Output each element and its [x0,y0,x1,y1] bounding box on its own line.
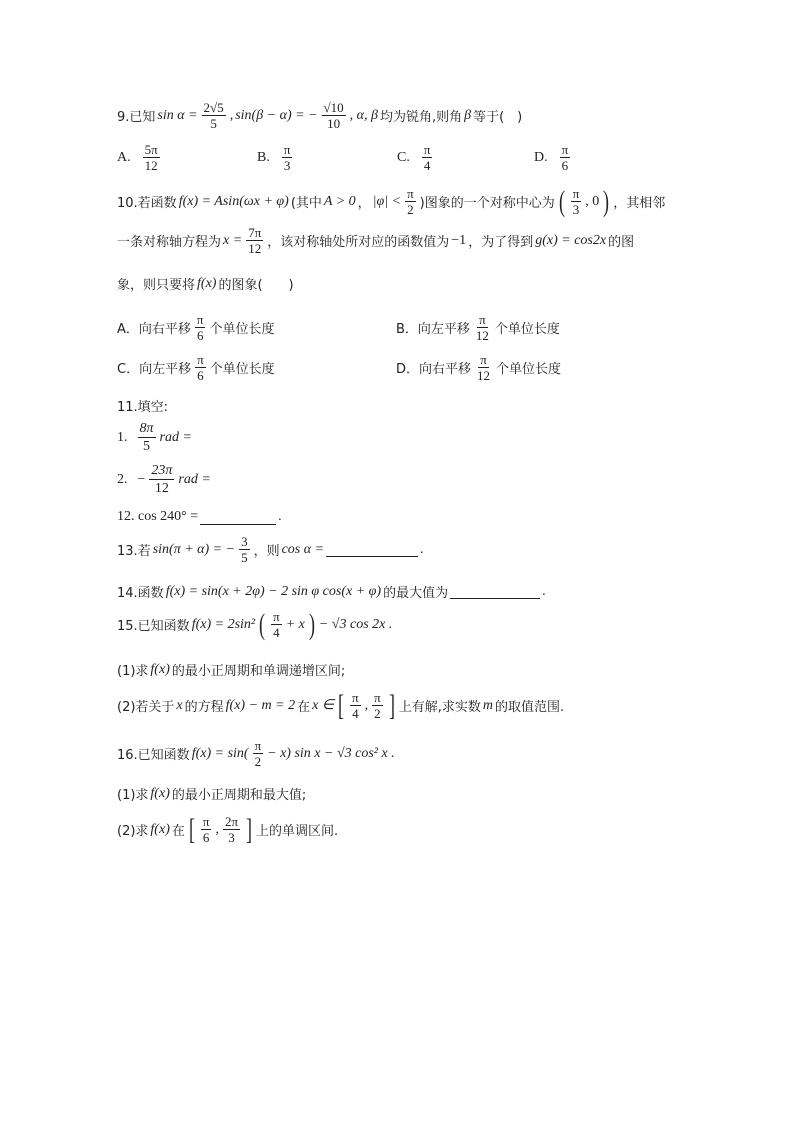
q15-part1: (1)求 f(x) 的最小正周期和单调递增区间; [117,661,346,679]
q9-sin-bma: sin(β − α) = − [235,107,318,123]
q15-part2: (2)若关于 x 的方程 f(x) − m = 2 在 x ∈ [ $\frac{\pi}{4}$ , $\frac{\pi}{2}$ ] 上有解,求实数 m 的取值范围. [117,688,565,722]
q11-item1: 1. $\frac{8\pi}{5}$ rad = [117,421,192,454]
q10-stem-line1: 10.若函数 f(x) = Asin(ωx + φ) (其中 A > 0 ， |φ| < $\frac{\pi}{2}$ )图象的一个对称中心为 ( $\frac{\pi}{3}$ , 0 ) ，其相邻 [117,184,666,218]
q12-answer-blank[interactable] [200,510,276,525]
q14: 14.函数 f(x) = sin(x + 2φ) − 2 sin φ cos(x + φ) 的最大值为 . [117,583,546,601]
q10-stem-line3: 象，则只要将 f(x) 的图象( ) [117,275,294,293]
q16-stem: 16.已知函数 f(x) = sin( $\frac{\pi}{2}$ − x) sin x − √3 cos² x . [117,738,395,769]
q11-title: 11.填空: [117,400,169,415]
q12: 12. cos 240° = . [117,509,282,524]
q13: 13.若 sin(π + α) = − $\frac{3}{5}$ ，则 cos α = . [117,534,424,565]
q16-part2: (2)求 f(x) 在 [ $\frac{\pi}{6}$ , $\frac{2\pi}{3}$ ] 上的单调区间. [117,812,339,846]
q10-option-b: B．向左平移 $\frac{\pi}{12}$ 个单位长度 [396,312,560,343]
q11-item2: 2. − $\frac{23\pi}{12}$ rad = [117,463,211,496]
q9-stem: 9.已知 sin α = $\frac{2√5}{5}$ , sin(β − α) = − $\frac{√10}{10}$ , α, β 均为锐角,则角 β 等于( ) [117,100,523,131]
q9-frac1: $\frac{2√5}{5}$ [203,100,224,131]
q10-stem-line2: 一条对称轴方程为 x = $\frac{7\pi}{12}$ ，该对称轴处所对应的函数值为 −1 ，为了得到 g(x) = cos2x 的图 [117,225,635,256]
q13-answer-blank[interactable] [326,542,418,557]
q9-frac2: $\frac{√10}{10}$ [323,100,344,131]
q9-option-a: A. $\frac{5\pi}{12}$ [117,142,158,173]
q9-sin-alpha: sin α = [157,107,198,123]
q14-answer-blank[interactable] [450,584,540,599]
q9-prefix: 9.已知 [117,110,156,125]
q16-part1: (1)求 f(x) 的最小正周期和最大值; [117,785,307,803]
q15-stem: 15.已知函数 f(x) = 2sin² ( $\frac{\pi}{4}$ + x ) − √3 cos 2x . [117,607,393,641]
q9-option-c: C. $\frac{\pi}{4}$ [397,142,431,173]
q9-option-d: D. $\frac{\pi}{6}$ [534,142,569,173]
q10-option-c: C．向左平移 $\frac{\pi}{6}$ 个单位长度 [117,352,275,383]
q10-option-d: D．向右平移 $\frac{\pi}{12}$ 个单位长度 [396,352,562,383]
q10-option-a: A．向右平移 $\frac{\pi}{6}$ 个单位长度 [117,312,275,343]
q9-option-b: B. $\frac{\pi}{3}$ [257,142,291,173]
